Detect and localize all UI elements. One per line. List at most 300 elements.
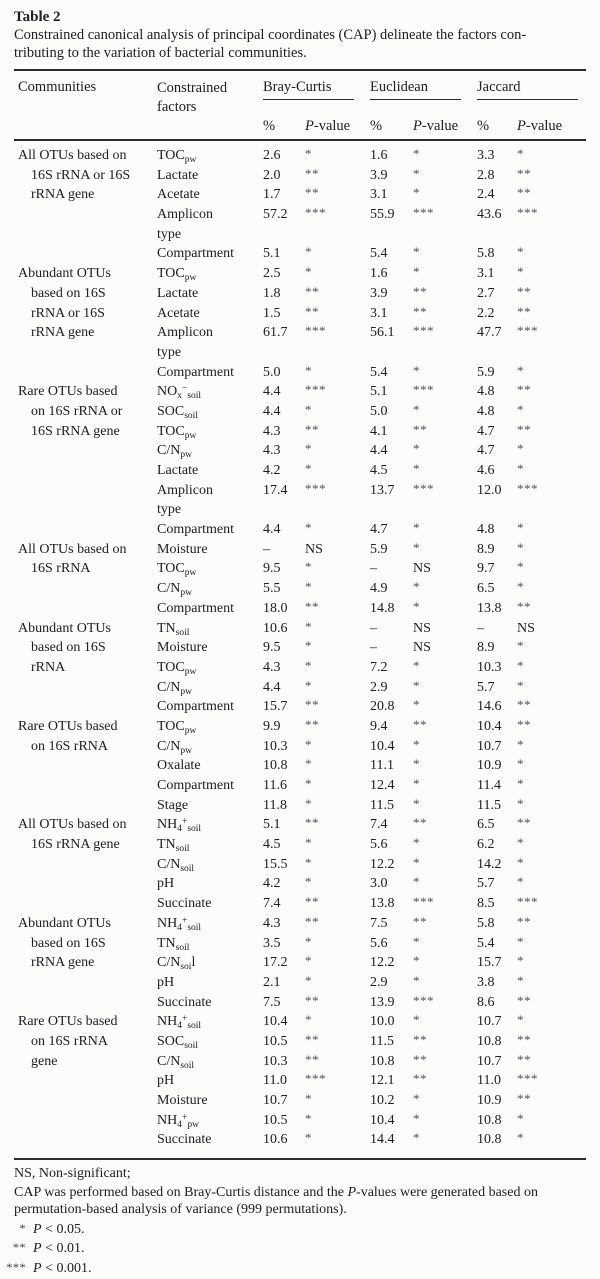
caption-line-1: Constrained canonical analysis of principal coordinates (CAP) delineate the factors con- — [14, 27, 527, 43]
percent-value: 10.7 — [477, 1053, 502, 1069]
community-label — [18, 876, 157, 896]
pvalue-significance: ** — [305, 165, 319, 181]
percent-value: 7.5 — [370, 915, 388, 931]
percent-value: 10.3 — [263, 1053, 288, 1069]
pvalue-significance: * — [413, 598, 420, 614]
pvalue-significance: * — [413, 539, 420, 555]
significance-definition — [2, 1221, 586, 1241]
pvalue-significance: * — [517, 461, 524, 476]
percent-value: 1.5 — [263, 305, 281, 321]
pvalue-significance: * — [413, 244, 420, 260]
percent-value: 8.6 — [477, 994, 495, 1010]
factor-name: Succinate — [157, 1132, 212, 1148]
pvalue-significance: * — [413, 461, 420, 476]
percent-value: 5.7 — [477, 876, 495, 892]
pvalue-significance: ** — [517, 598, 531, 614]
significance-definition — [2, 1240, 586, 1260]
percent-value: 4.7 — [477, 423, 495, 439]
factor-name: $TN_{soil}$ — [157, 935, 190, 953]
percent-value: 4.3 — [263, 659, 281, 675]
pvalue-significance: ** — [413, 716, 427, 732]
percent-value: 17.4 — [263, 482, 288, 498]
percent-value: 5.1 — [263, 246, 281, 262]
community-label — [18, 1093, 157, 1113]
pvalue-significance: ** — [305, 303, 319, 319]
community-label — [18, 522, 157, 542]
percent-value: 11.5 — [477, 797, 501, 813]
community-label: Rare OTUs based — [18, 718, 118, 734]
pvalue-significance: ** — [305, 815, 319, 831]
percent-value: 4.2 — [263, 876, 281, 892]
community-label: rRNA — [31, 659, 66, 675]
community-label — [18, 443, 157, 463]
pvalue-significance: ** — [517, 716, 531, 732]
factor-name: Acetate — [157, 305, 200, 321]
pvalue-significance: * — [305, 776, 312, 791]
percent-value: 1.6 — [370, 266, 388, 282]
pvalue-significance — [413, 227, 477, 247]
percent-value: 5.8 — [477, 246, 495, 262]
factor-name: $TOC_{pw}$ — [157, 423, 197, 441]
percent-value — [477, 502, 517, 522]
pvalue-significance: *** — [305, 205, 326, 221]
pvalue-significance: * — [517, 874, 524, 890]
percent-value: 11.5 — [370, 797, 394, 813]
community-label — [18, 758, 157, 778]
pvalue-significance: * — [305, 756, 312, 772]
table-body — [14, 141, 586, 1160]
community-label: Rare OTUs based — [18, 384, 118, 400]
pvalue-significance: * — [413, 953, 420, 969]
percent-value: 10.5 — [263, 1033, 288, 1049]
factor-name: pH — [157, 876, 175, 892]
pvalue-significance: NS — [517, 620, 535, 636]
percent-value: 5.1 — [263, 817, 281, 833]
percent-value: 9.9 — [263, 718, 281, 734]
pvalue-significance: * — [517, 264, 524, 280]
pvalue-significance: ** — [517, 697, 531, 713]
factor-name: Lactate — [157, 167, 199, 183]
factor-name: Acetate — [157, 187, 200, 203]
percent-value: 4.5 — [263, 837, 281, 853]
percent-value: 4.8 — [477, 384, 495, 400]
pvalue-significance: ** — [517, 421, 531, 437]
community-label: rRNA or 16S — [31, 305, 105, 321]
pvalue-significance: ** — [305, 598, 319, 614]
pvalue-significance: ** — [517, 992, 531, 1008]
percent-value: – — [263, 541, 270, 557]
subheader-percent: % — [263, 118, 276, 134]
pvalue-significance: ** — [413, 1051, 427, 1067]
percent-value: 3.3 — [477, 148, 495, 163]
factor-name: Moisture — [157, 640, 208, 656]
pvalue-significance: ** — [517, 1091, 531, 1106]
percent-value — [263, 502, 305, 522]
percent-value: 4.8 — [477, 403, 495, 419]
percent-value: 10.6 — [263, 1132, 288, 1148]
percent-value: 10.7 — [263, 1093, 288, 1108]
percent-value: 5.7 — [477, 679, 495, 695]
factor-name: $NH_4^+_{soil}$ — [157, 1014, 202, 1032]
significance-marker: *** — [6, 1259, 26, 1274]
factor-name: $C/N_{soil}$ — [157, 856, 195, 874]
pvalue-significance: * — [517, 953, 524, 969]
factor-name: type — [157, 502, 182, 518]
pvalue-significance: *** — [413, 992, 434, 1008]
percent-value: 10.8 — [263, 758, 288, 774]
factor-name: Stage — [157, 797, 189, 813]
community-label — [18, 995, 157, 1015]
pvalue-significance: *** — [517, 894, 538, 910]
percent-value: 7.5 — [263, 994, 281, 1010]
percent-value: 7.4 — [370, 817, 388, 833]
percent-value: 11.0 — [263, 1073, 287, 1089]
pvalue-significance: ** — [517, 1051, 531, 1067]
pvalue-significance: ** — [305, 1031, 319, 1047]
percent-value: 2.1 — [263, 974, 281, 990]
pvalue-significance: NS — [413, 620, 431, 636]
pvalue-significance: ** — [517, 165, 531, 181]
factor-name: Lactate — [157, 285, 199, 301]
pvalue-significance — [517, 227, 586, 247]
pvalue-significance: * — [413, 677, 420, 693]
pvalue-significance: * — [413, 362, 420, 378]
community-label — [18, 778, 157, 798]
pvalue-significance: * — [517, 854, 524, 870]
pvalue-significance: * — [413, 756, 420, 772]
factor-name: Amplicon — [157, 207, 213, 223]
pvalue-significance: * — [305, 441, 312, 457]
pvalue-significance: * — [413, 441, 420, 457]
percent-value: 10.8 — [477, 1112, 502, 1128]
community-label — [18, 857, 157, 877]
pvalue-significance — [305, 345, 370, 365]
percent-value: 10.8 — [370, 1053, 395, 1069]
factor-name: Lactate — [157, 463, 199, 478]
pvalue-significance: * — [305, 264, 312, 280]
pvalue-significance: ** — [413, 1031, 427, 1047]
pvalue-significance — [517, 345, 586, 365]
percent-value: 2.0 — [263, 167, 281, 183]
percent-value: 1.7 — [263, 187, 281, 203]
pvalue-significance: * — [517, 835, 524, 851]
pvalue-significance: * — [305, 972, 312, 988]
community-label — [18, 798, 157, 818]
pvalue-significance: ** — [413, 1071, 427, 1087]
percent-value: 4.8 — [477, 522, 495, 538]
community-label: on 16S rRNA or — [31, 403, 123, 419]
percent-value: 5.6 — [370, 935, 388, 951]
percent-value: 4.3 — [263, 423, 281, 439]
pvalue-significance: *** — [517, 480, 538, 496]
percent-value: 3.9 — [370, 285, 388, 301]
pvalue-significance: * — [305, 638, 312, 654]
pvalue-significance: * — [413, 165, 420, 181]
factor-name: Compartment — [157, 522, 234, 538]
pvalue-significance: * — [413, 657, 420, 673]
pvalue-significance: * — [305, 244, 312, 260]
factor-name: $C/N_{pw}$ — [157, 581, 192, 599]
percent-value: 12.0 — [477, 482, 502, 498]
community-label — [18, 1073, 157, 1093]
pvalue-significance: * — [413, 933, 420, 949]
percent-value: 20.8 — [370, 699, 395, 715]
pvalue-significance: * — [305, 1110, 312, 1126]
percent-value: 3.1 — [477, 266, 495, 282]
pvalue-significance: NS — [413, 561, 431, 577]
percent-value: 55.9 — [370, 207, 395, 223]
pvalue-significance: * — [413, 776, 420, 791]
factor-name: $C/N_{pw}$ — [157, 443, 192, 461]
community-label: Rare OTUs based — [18, 1014, 118, 1030]
percent-value: 10.6 — [263, 620, 288, 636]
percent-value: 17.2 — [263, 955, 288, 971]
community-label: All OTUs based on — [18, 817, 127, 833]
percent-value: 2.9 — [370, 974, 388, 990]
percent-value: 4.6 — [477, 463, 495, 478]
percent-value: 5.6 — [370, 837, 388, 853]
significance-definition — [2, 1260, 586, 1279]
community-label — [18, 246, 157, 266]
community-label: All OTUs based on — [18, 148, 127, 163]
pvalue-significance: ** — [517, 382, 531, 398]
factor-name: $TOC_{pw}$ — [157, 266, 197, 284]
pvalue-significance: * — [305, 520, 312, 536]
community-label — [18, 365, 157, 385]
percent-value: 4.5 — [370, 463, 388, 478]
community-label: Abundant OTUs — [18, 915, 111, 931]
pvalue-significance: ** — [413, 815, 427, 831]
community-label: based on 16S — [31, 640, 106, 656]
percent-value: 14.8 — [370, 600, 395, 616]
pvalue-significance — [517, 502, 586, 522]
community-label: 16S rRNA gene — [31, 837, 120, 853]
pvalue-significance: ** — [517, 303, 531, 319]
percent-value: 14.2 — [477, 856, 502, 872]
factor-name: Compartment — [157, 246, 234, 262]
pvalue-significance: *** — [413, 382, 434, 398]
significance-text: P < 0.01. — [33, 1241, 85, 1257]
table-header — [14, 69, 586, 141]
percent-value: 11.4 — [477, 778, 501, 793]
pvalue-significance: * — [413, 1012, 420, 1028]
factor-name: $NH_4^+_{soil}$ — [157, 915, 202, 933]
pvalue-significance: * — [305, 933, 312, 949]
percent-value: 12.1 — [370, 1073, 395, 1089]
percent-value: 3.9 — [370, 167, 388, 183]
percent-value: 6.2 — [477, 837, 495, 853]
community-label — [18, 699, 157, 719]
percent-value: 14.6 — [477, 699, 502, 715]
factor-name: Succinate — [157, 896, 212, 912]
pvalue-significance — [305, 227, 370, 247]
community-label: 16S rRNA or 16S — [31, 167, 131, 183]
percent-value: 10.4 — [370, 1112, 395, 1128]
pvalue-significance: * — [517, 657, 524, 673]
pvalue-significance: *** — [305, 1071, 326, 1087]
community-label — [18, 1113, 157, 1133]
community-label: Abundant OTUs — [18, 266, 111, 282]
pvalue-significance: * — [517, 1012, 524, 1028]
community-label: gene — [31, 1053, 58, 1069]
percent-value: 11.6 — [263, 778, 287, 793]
percent-value — [370, 502, 413, 522]
significance-marker: ** — [13, 1240, 26, 1255]
percent-value: 15.7 — [263, 699, 288, 715]
percent-value: 2.4 — [477, 187, 495, 203]
factor-name: pH — [157, 1073, 175, 1089]
pvalue-significance: * — [413, 874, 420, 890]
percent-value: 56.1 — [370, 325, 395, 341]
col-header-communities: Communities — [18, 79, 97, 95]
factor-name: $TN_{soil}$ — [157, 837, 190, 855]
factor-name: type — [157, 226, 182, 242]
percent-value: 5.1 — [370, 384, 388, 400]
footnotes — [6, 1165, 586, 1279]
caption-line-2: tributing to the variation of bacterial communities. — [14, 45, 307, 61]
col-header-constrained-factors: Constrained factors — [157, 80, 228, 115]
pvalue-significance: * — [517, 559, 524, 575]
percent-value: 4.4 — [370, 443, 388, 459]
pvalue-significance: ** — [305, 992, 319, 1008]
percent-value — [370, 227, 413, 247]
pvalue-significance: *** — [517, 323, 538, 339]
percent-value: 10.7 — [477, 738, 502, 754]
pvalue-significance: * — [517, 736, 524, 752]
percent-value: 9.4 — [370, 718, 388, 734]
pvalue-significance: * — [517, 401, 524, 417]
percent-value: 4.3 — [263, 915, 281, 931]
pvalue-significance: ** — [305, 716, 319, 732]
percent-value: 11.1 — [370, 758, 394, 774]
pvalue-significance: *** — [517, 1071, 538, 1087]
pvalue-significance: ** — [305, 185, 319, 201]
percent-value: 9.5 — [263, 561, 281, 577]
percent-value: 9.7 — [477, 561, 495, 577]
pvalue-significance: * — [413, 1110, 420, 1126]
percent-value: 8.9 — [477, 541, 495, 557]
factor-name: Moisture — [157, 1093, 208, 1108]
percent-value: 10.8 — [477, 1132, 502, 1148]
percent-value: 5.4 — [477, 935, 495, 951]
factor-name: type — [157, 344, 182, 360]
pvalue-significance: *** — [413, 205, 434, 221]
pvalue-significance: * — [305, 657, 312, 673]
pvalue-significance: *** — [413, 480, 434, 496]
pvalue-significance: ** — [413, 303, 427, 319]
percent-value: 2.9 — [370, 679, 388, 695]
percent-value: 3.8 — [477, 974, 495, 990]
pvalue-significance: ** — [305, 283, 319, 299]
community-label — [18, 581, 157, 601]
pvalue-significance: * — [305, 401, 312, 417]
pvalue-significance: * — [517, 638, 524, 654]
pvalue-significance — [413, 345, 477, 365]
percent-value: 2.8 — [477, 167, 495, 183]
percent-value: 11.0 — [477, 1073, 501, 1089]
pvalue-significance: ** — [305, 697, 319, 713]
percent-value: 2.7 — [477, 285, 495, 301]
percent-value: 4.4 — [263, 384, 281, 400]
pvalue-significance: * — [305, 795, 312, 811]
factor-name: Amplicon — [157, 482, 213, 498]
percent-value: 15.7 — [477, 955, 502, 971]
percent-value: 47.7 — [477, 325, 502, 341]
percent-value: 10.2 — [370, 1093, 395, 1108]
percent-value: 4.7 — [477, 443, 495, 459]
pvalue-significance: ** — [517, 815, 531, 831]
percent-value — [477, 227, 517, 247]
pvalue-significance: * — [413, 835, 420, 851]
percent-value: 5.5 — [263, 581, 281, 597]
percent-value: 10.9 — [477, 1093, 502, 1108]
percent-value: 5.0 — [370, 403, 388, 419]
community-label — [18, 345, 157, 365]
subheader-pvalue: P-value — [305, 118, 351, 134]
pvalue-significance: *** — [305, 480, 326, 496]
pvalue-significance: * — [305, 559, 312, 575]
community-label: based on 16S — [31, 935, 106, 951]
factor-name: $TOC_{pw}$ — [157, 561, 197, 579]
pvalue-significance: * — [305, 874, 312, 890]
pvalue-significance: * — [517, 1130, 524, 1146]
subheader-pvalue: P-value — [413, 118, 459, 134]
col-header-jaccard: Jaccard — [477, 79, 586, 106]
pvalue-significance: ** — [305, 1051, 319, 1067]
factor-name: $TOC_{pw}$ — [157, 659, 197, 677]
pvalue-significance: * — [305, 677, 312, 693]
subheader-pvalue: P-value — [517, 118, 563, 134]
community-label: All OTUs based on — [18, 541, 127, 557]
pvalue-significance: * — [413, 520, 420, 536]
pvalue-significance: * — [517, 579, 524, 595]
percent-value: 2.2 — [477, 305, 495, 321]
pvalue-significance: * — [305, 461, 312, 476]
factor-name: $SOC_{soil}$ — [157, 1033, 198, 1051]
percent-value: 3.5 — [263, 935, 281, 951]
percent-value: 4.2 — [263, 463, 281, 478]
percent-value: 4.9 — [370, 581, 388, 597]
factor-name: Amplicon — [157, 325, 213, 341]
pvalue-significance — [305, 502, 370, 522]
pvalue-significance: * — [413, 264, 420, 280]
pvalue-significance: * — [413, 736, 420, 752]
factor-name: pH — [157, 974, 175, 990]
pvalue-significance: * — [305, 1012, 312, 1028]
pvalue-significance: ** — [305, 913, 319, 929]
factor-name: Compartment — [157, 778, 234, 793]
percent-value: 10.9 — [477, 758, 502, 774]
community-label: on 16S rRNA — [31, 1033, 109, 1049]
pvalue-significance: * — [413, 401, 420, 417]
pvalue-significance: * — [305, 854, 312, 870]
percent-value: 13.8 — [477, 600, 502, 616]
pvalue-significance: * — [517, 776, 524, 791]
significance-text: P < 0.05. — [33, 1221, 85, 1237]
percent-value — [263, 345, 305, 365]
factor-name: Moisture — [157, 541, 208, 557]
subheader-percent: % — [370, 118, 383, 134]
percent-value: 10.0 — [370, 1014, 395, 1030]
significance-definitions — [6, 1220, 586, 1279]
percent-value: 5.0 — [263, 364, 281, 380]
community-label: 16S rRNA — [31, 561, 91, 577]
pvalue-significance: * — [305, 618, 312, 634]
percent-value: 4.4 — [263, 679, 281, 695]
percent-value: 14.4 — [370, 1132, 395, 1148]
pvalue-significance: * — [413, 854, 420, 870]
percent-value: – — [477, 620, 484, 636]
